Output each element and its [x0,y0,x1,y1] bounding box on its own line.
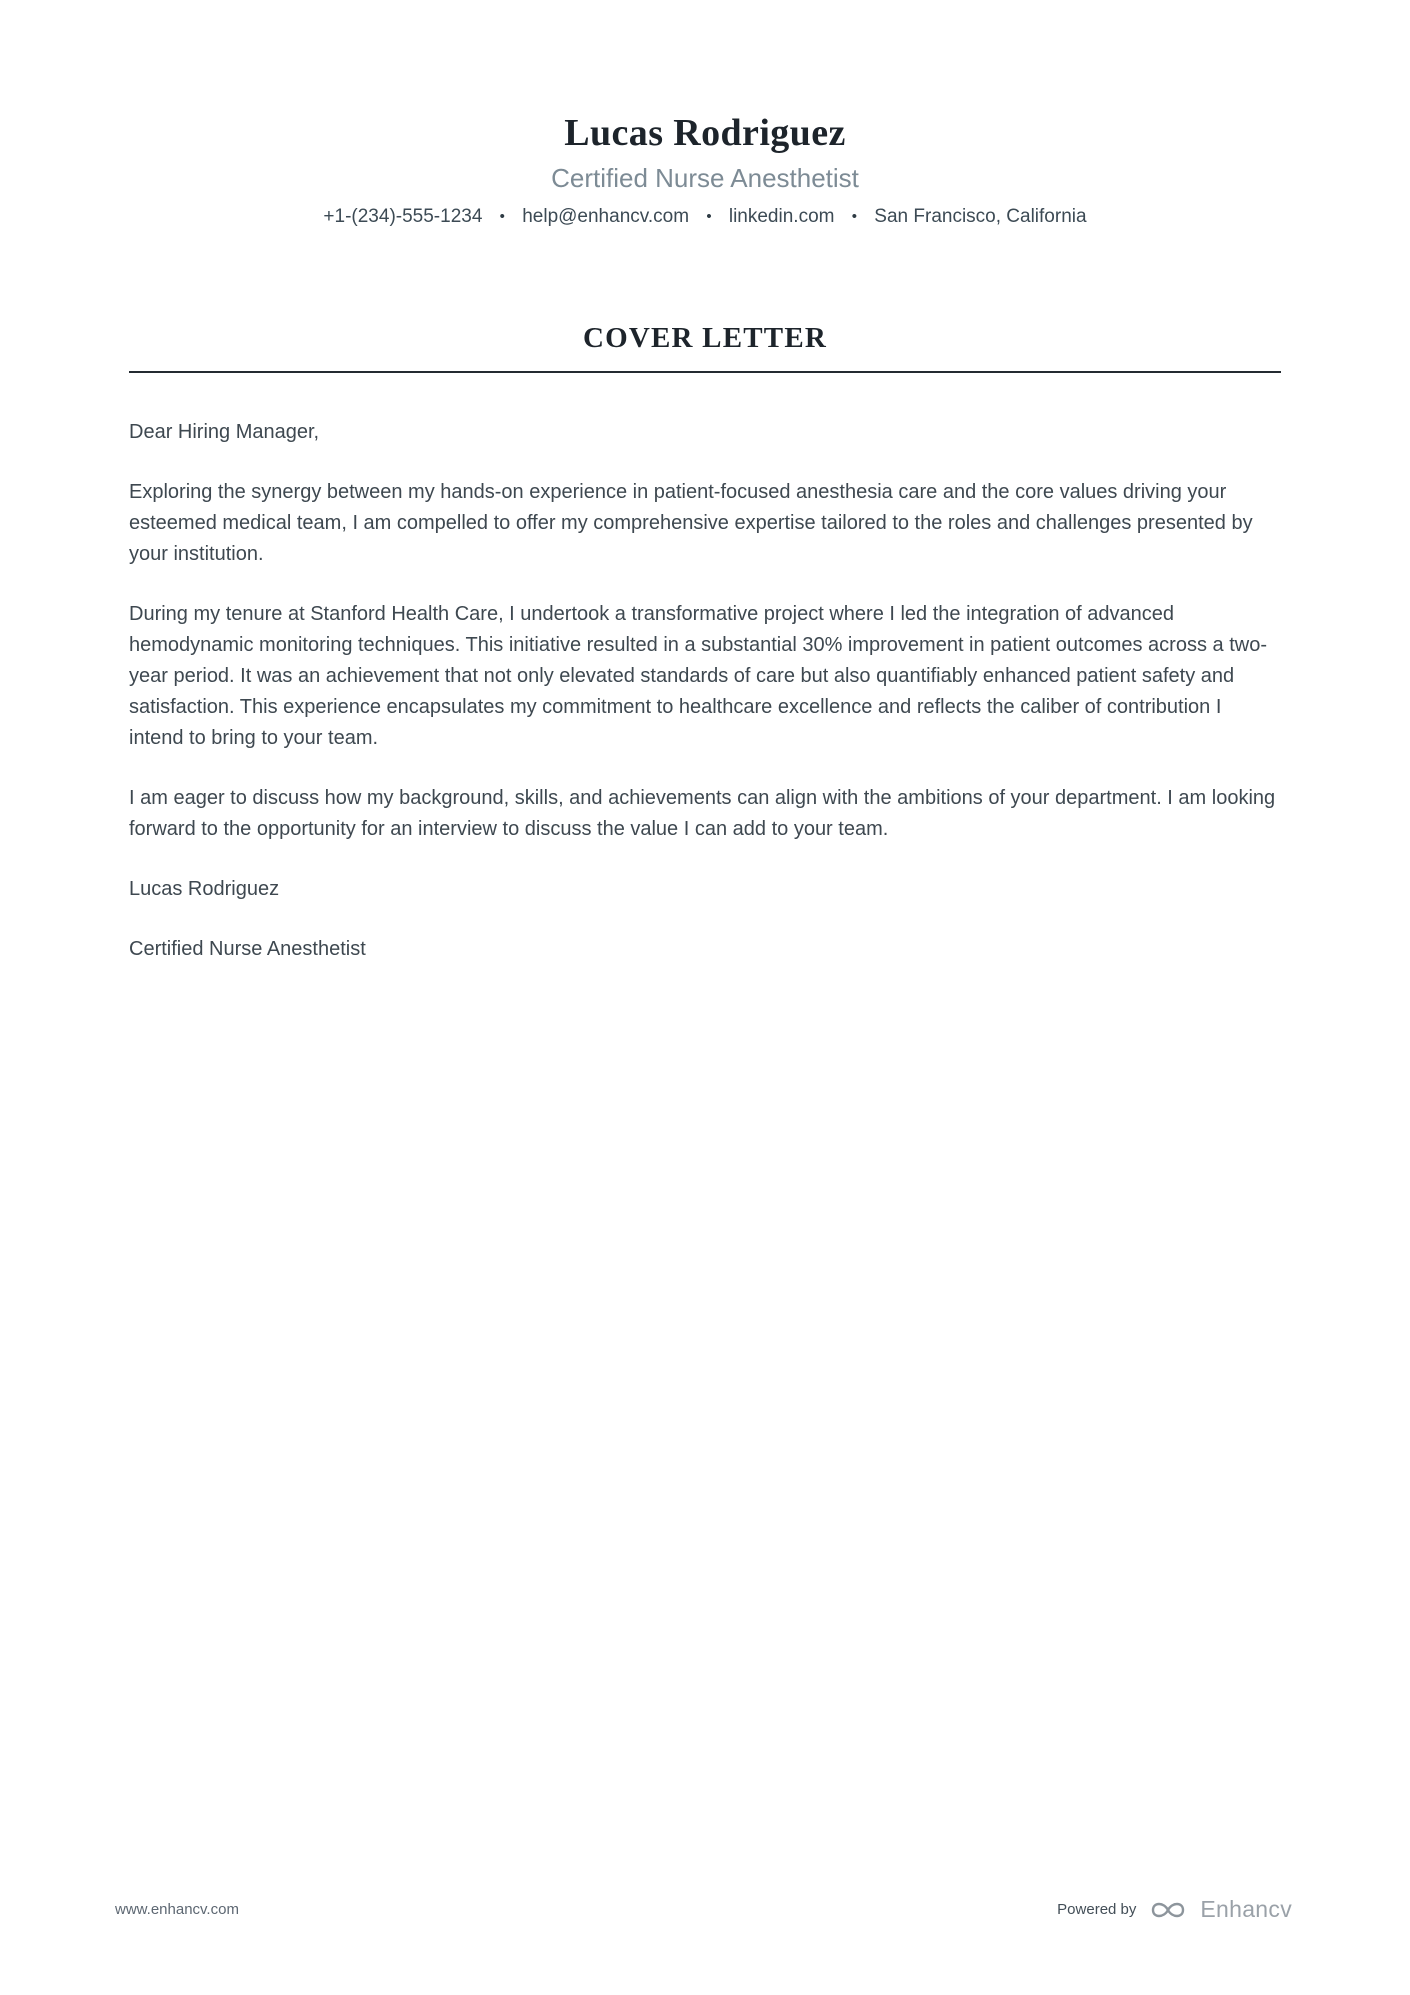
powered-by-label: Powered by [1057,1901,1137,1918]
contact-line [129,205,1281,230]
bullet-separator: • [706,207,712,225]
person-job-title: Certified Nurse Anesthetist [551,162,859,193]
letter-paragraph: During my tenure at Stanford Health Care, I undertook a transformative project where I led the integration of advanced hemodynamic monitoring techniques. This initiative resulted in a substantial 30% improvement in patient outcomes across a two-year period. It was an achievement that not only elevated standards of care but also quantifiably enhanced patient safety and satisfaction. This experience encapsulates my commitment to healthcare excellence and reflects the caliber of contribution I intend to bring to your team. [129,602,1267,749]
powered-by-brand-link[interactable] [1057,1896,1292,1923]
page-footer [115,1896,1292,1923]
bullet-separator: • [851,207,858,225]
enhancv-logo-icon [1149,1899,1187,1921]
contact-website: linkedin.com [728,205,835,227]
section-title: COVER LETTER [582,321,828,354]
contact-location: San Francisco, California [874,205,1087,227]
bullet-separator: • [499,207,505,225]
letter-body [129,417,1281,965]
person-name: Lucas Rodriguez [564,112,846,154]
document-header [129,112,1281,230]
contact-email: help@enhancv.com [522,205,690,227]
footer-site-link[interactable]: www.enhancv.com [115,1901,239,1918]
signature-title: Certified Nurse Anesthetist [129,937,366,960]
brand-wordmark: Enhancv [1200,1896,1292,1922]
section-header [129,322,1281,373]
contact-phone: +1-(234)-555-1234 [323,205,483,227]
page-content [0,0,1410,965]
letter-paragraph: Exploring the synergy between my hands-on experience in patient-focused anesthesia care and the core values driving your esteemed medical team, I am compelled to offer my comprehensive expertise tailored to the roles and challenges presented by your institution. [129,480,1253,565]
signature-name: Lucas Rodriguez [129,877,280,900]
salutation: Dear Hiring Manager, [129,420,320,443]
letter-paragraph: I am eager to discuss how my background, skills, and achievements can align with the ambitions of your department. I am looking forward to the opportunity for an interview to discuss the value I can add to your team. [129,786,1276,840]
